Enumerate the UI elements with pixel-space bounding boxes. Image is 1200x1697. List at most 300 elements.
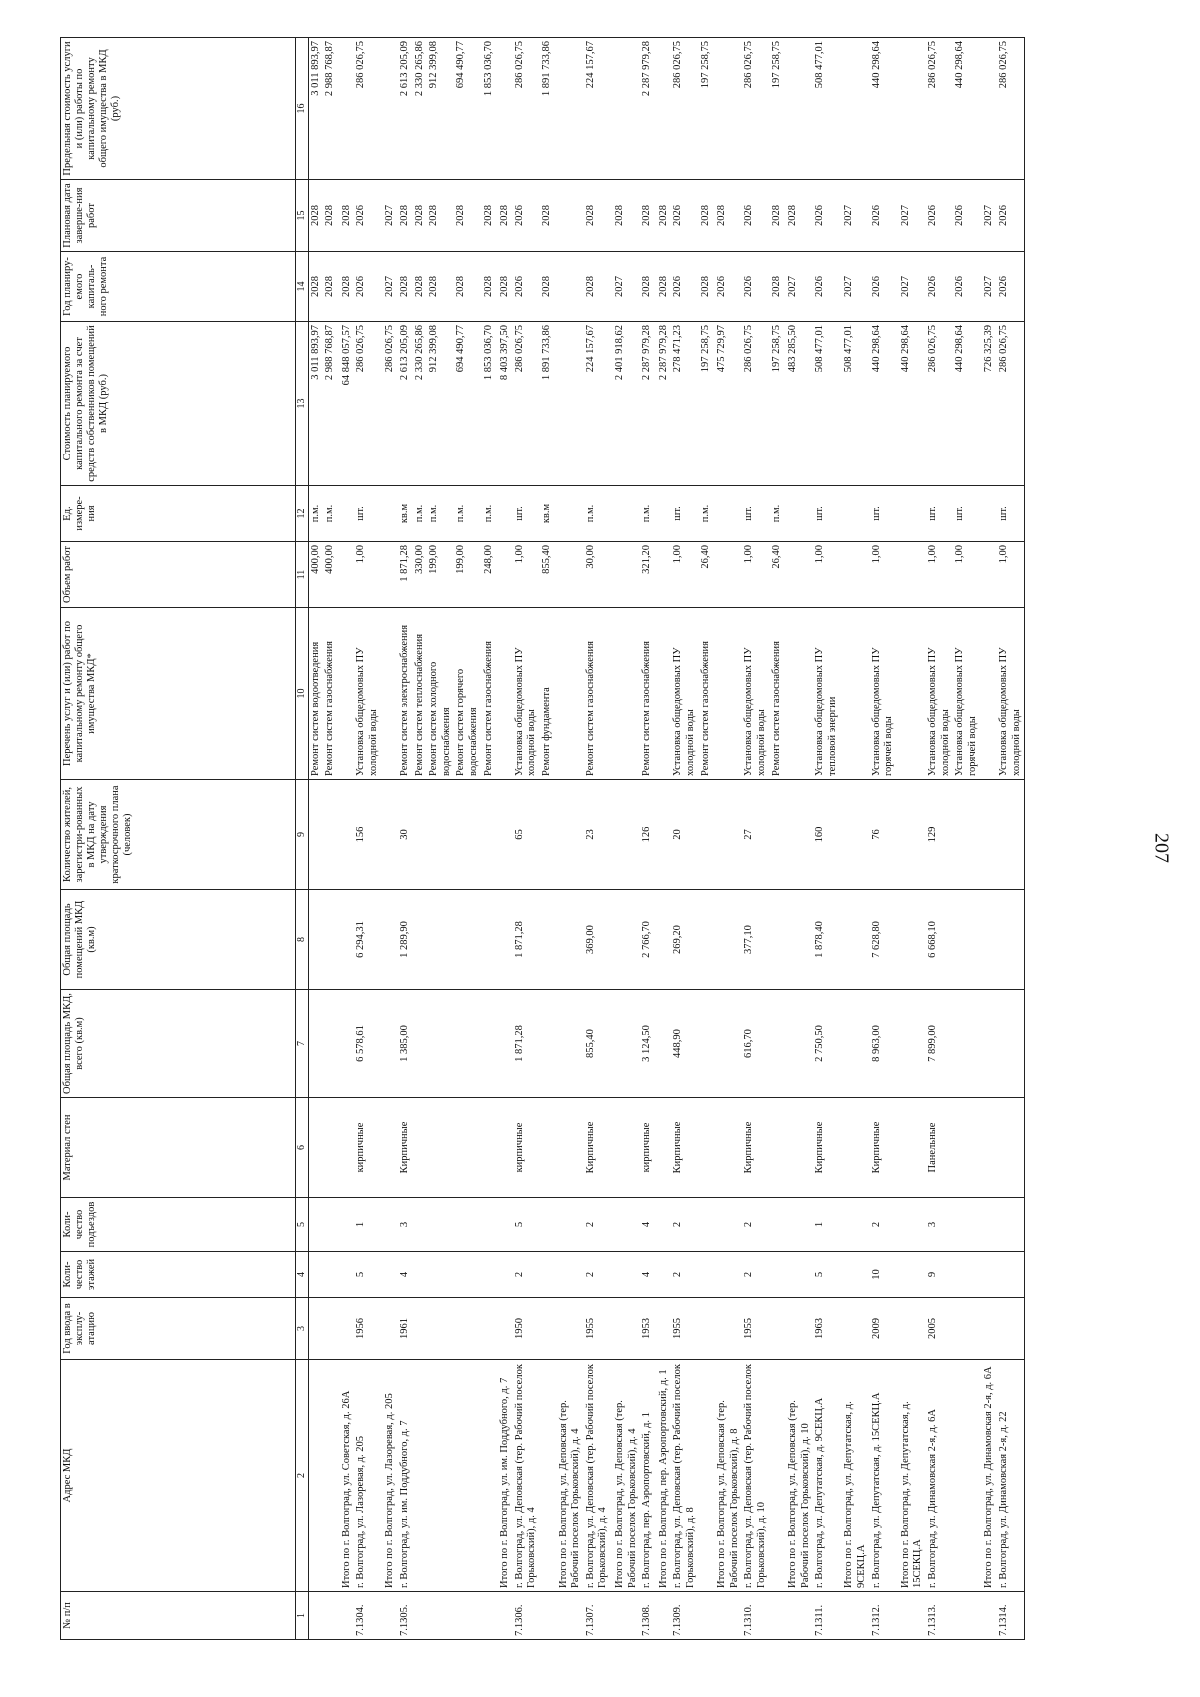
unit-cell [496,486,513,542]
plan-year-cell: 2027 [611,252,640,322]
row-number: 7.1305. [398,1592,413,1640]
end-date-cell: 2026 [742,180,769,252]
entrances-cell: 2 [584,1198,611,1252]
entrances-cell: 5 [513,1198,540,1252]
plan-year-cell: 2026 [713,252,742,322]
address-cell: Итого по г. Волгоград, ул. Деповская (тер. Рабочий поселок Горьковский), д. 8 [713,1360,742,1592]
end-date-cell: 2028 [454,180,481,252]
address-cell: г. Волгоград, ул. Динамовская 2-я, д. 6А [926,1360,953,1592]
cost-cell: 508 477,01 [840,322,869,486]
unit-cell [840,486,869,542]
cost-cell: 475 729,97 [713,322,742,486]
plan-year-cell: 2026 [513,252,540,322]
end-date-cell: 2028 [770,180,785,252]
unit-cell [897,486,926,542]
entrances-cell [308,1198,323,1252]
floors-cell [840,1252,869,1298]
volume-cell: 26,40 [770,542,785,608]
year-cell [655,1298,672,1360]
walls-cell [770,1098,785,1198]
volume-cell: 321,20 [640,542,655,608]
unit-cell: шт. [354,486,381,542]
table-row [840,38,869,1640]
end-date-cell: 2028 [640,180,655,252]
floors-cell: 10 [870,1252,897,1298]
row-number [784,1592,813,1640]
residents-cell [713,780,742,890]
end-date-cell: 2026 [671,180,698,252]
residents-cell [611,780,640,890]
entrances-cell [655,1198,672,1252]
unit-cell: п.м. [640,486,655,542]
area-rooms-cell: 2 766,70 [640,890,655,990]
row-number [381,1592,398,1640]
area-total-cell [980,990,997,1098]
address-cell: Итого по г. Волгоград, ул. Деповская (тер. Рабочий поселок Горьковский), д. 4 [555,1360,584,1592]
limit-cell: 2 287 979,28 [640,38,655,180]
walls-cell [997,1098,1025,1198]
area-total-cell: 1 871,28 [513,990,540,1098]
cost-cell: 1 853 036,70 [482,322,497,486]
entrances-cell: 1 [354,1198,381,1252]
end-date-cell: 2028 [784,180,813,252]
end-date-cell: 2028 [482,180,497,252]
cost-cell: 3 011 893,97 [308,322,323,486]
table-row [870,38,897,1640]
walls-cell [784,1098,813,1198]
column-number-row [296,38,309,1640]
volume-cell [840,542,869,608]
entrances-cell: 1 [813,1198,840,1252]
row-number [338,1592,355,1640]
limit-cell [496,38,513,180]
area-rooms-cell [713,890,742,990]
area-total-cell: 6 578,61 [354,990,381,1098]
entrances-cell [413,1198,428,1252]
unit-cell: п.м. [323,486,338,542]
cost-cell: 286 026,75 [513,322,540,486]
walls-cell [323,1098,338,1198]
cost-cell [555,322,584,486]
table-row [699,38,714,1640]
end-date-cell: 2028 [699,180,714,252]
column-header: Адрес МКД [61,1360,296,1592]
walls-cell [980,1098,997,1198]
work-cell [555,608,584,780]
table-row [381,38,398,1640]
area-rooms-cell [482,890,497,990]
floors-cell [555,1252,584,1298]
address-cell [770,1360,785,1592]
volume-cell: 400,00 [323,542,338,608]
volume-cell [611,542,640,608]
column-header: Количество жителей, зарегистри-рованных в МКД на дату утверждения краткосрочного плана (человек) [61,780,296,890]
unit-cell: п.м. [584,486,611,542]
year-cell [897,1298,926,1360]
limit-cell [980,38,997,180]
residents-cell [953,780,980,890]
column-number: 11 [296,542,309,608]
table-row [953,38,980,1640]
entrances-cell [897,1198,926,1252]
plan-year-cell: 2027 [784,252,813,322]
row-number: 7.1314. [997,1592,1025,1640]
area-rooms-cell: 6 294,31 [354,890,381,990]
area-rooms-cell: 377,10 [742,890,769,990]
residents-cell [897,780,926,890]
area-rooms-cell [496,890,513,990]
year-cell [323,1298,338,1360]
volume-cell [980,542,997,608]
work-cell: Установка общедомовых ПУ холодной воды [513,608,540,780]
work-cell: Ремонт систем теплоснабжения [413,608,428,780]
residents-cell: 23 [584,780,611,890]
cost-cell: 726 325,39 [980,322,997,486]
end-date-cell: 2026 [926,180,953,252]
volume-cell: 1,00 [671,542,698,608]
cost-cell: 197 258,75 [699,322,714,486]
limit-cell: 3 011 893,97 [308,38,323,180]
column-header: Предельная стоимость услуги и (или) работы по капитальному ремонту общего имущества в МКД (руб.) [61,38,296,180]
cost-cell: 440 298,64 [897,322,926,486]
end-date-cell: 2028 [427,180,454,252]
work-cell: Ремонт систем газоснабжения [640,608,655,780]
walls-cell: Кирпичные [398,1098,413,1198]
plan-year-cell: 2028 [308,252,323,322]
residents-cell: 20 [671,780,698,890]
plan-year-cell: 2028 [482,252,497,322]
unit-cell: шт. [953,486,980,542]
plan-year-cell: 2028 [640,252,655,322]
column-header: Стоимость планируемого капитального ремонта за счет средств собственников помещений в МКД (руб.) [61,322,296,486]
table-row [611,38,640,1640]
entrances-cell [323,1198,338,1252]
unit-cell: шт. [671,486,698,542]
end-date-cell: 2027 [381,180,398,252]
residents-cell: 156 [354,780,381,890]
address-cell: г. Волгоград, пер. Аэропортовский, д. 1 [640,1360,655,1592]
entrances-cell [338,1198,355,1252]
floors-cell: 4 [640,1252,655,1298]
walls-cell: кирпичные [354,1098,381,1198]
residents-cell: 30 [398,780,413,890]
work-cell: Установка общедомовых ПУ горячей воды [870,608,897,780]
table-row [671,38,698,1640]
year-cell [482,1298,497,1360]
end-date-cell: 2028 [713,180,742,252]
limit-cell: 286 026,75 [513,38,540,180]
row-number: 7.1307. [584,1592,611,1640]
limit-cell: 197 258,75 [770,38,785,180]
cost-cell: 278 471,23 [671,322,698,486]
plan-year-cell: 2028 [323,252,338,322]
unit-cell: п.м. [454,486,481,542]
year-cell [413,1298,428,1360]
work-cell [338,608,355,780]
row-number [699,1592,714,1640]
walls-cell [655,1098,672,1198]
work-cell [897,608,926,780]
column-header: Перечень услуг и (или) работ по капитальному ремонту общего имущества МКД* [61,608,296,780]
address-cell: Итого по г. Волгоград, ул. Динамовская 2-я, д. 6А [980,1360,997,1592]
year-cell [784,1298,813,1360]
unit-cell [338,486,355,542]
unit-cell: п.м. [699,486,714,542]
limit-cell: 2 988 768,87 [323,38,338,180]
row-number [953,1592,980,1640]
residents-cell [540,780,555,890]
address-cell: г. Волгоград, ул. Деповская (тер. Рабочий поселок Горьковский), д. 10 [742,1360,769,1592]
area-rooms-cell: 7 628,80 [870,890,897,990]
cost-cell: 483 285,50 [784,322,813,486]
floors-cell [980,1252,997,1298]
column-header: Материал стен [61,1098,296,1198]
volume-cell: 400,00 [308,542,323,608]
residents-cell [770,780,785,890]
end-date-cell: 2026 [953,180,980,252]
plan-year-cell: 2028 [413,252,428,322]
volume-cell: 1,00 [953,542,980,608]
table-row [897,38,926,1640]
cost-cell: 8 403 397,50 [496,322,513,486]
limit-cell: 224 157,67 [584,38,611,180]
column-header: Ед. измере-ния [61,486,296,542]
column-number: 9 [296,780,309,890]
work-cell [713,608,742,780]
year-cell [980,1298,997,1360]
floors-cell [770,1252,785,1298]
volume-cell [496,542,513,608]
plan-year-cell: 2027 [840,252,869,322]
rotated-page [60,40,1180,1640]
year-cell [770,1298,785,1360]
table-row [454,38,481,1640]
residents-cell [655,780,672,890]
table-row [338,38,355,1640]
column-header: Общая площадь помещений МКД (кв.м) [61,890,296,990]
table-row [496,38,513,1640]
volume-cell: 1,00 [997,542,1025,608]
floors-cell [427,1252,454,1298]
area-total-cell [713,990,742,1098]
work-cell: Ремонт систем горячего водоснабжения [454,608,481,780]
area-rooms-cell [784,890,813,990]
capital-repair-plan-table [60,37,1025,1640]
plan-year-cell: 2028 [338,252,355,322]
address-cell: г. Волгоград, ул. Депутатская, д. 15СЕКЦ.А [870,1360,897,1592]
year-cell [338,1298,355,1360]
address-cell [540,1360,555,1592]
address-cell: Итого по г. Волгоград, пер. Аэропортовский, д. 1 [655,1360,672,1592]
volume-cell: 1,00 [742,542,769,608]
table-row [513,38,540,1640]
end-date-cell: 2028 [323,180,338,252]
area-total-cell: 3 124,50 [640,990,655,1098]
floors-cell [997,1252,1025,1298]
row-number: 7.1313. [926,1592,953,1640]
cost-cell: 2 613 205,09 [398,322,413,486]
cost-cell: 64 848 057,57 [338,322,355,486]
residents-cell [997,780,1025,890]
walls-cell: Кирпичные [742,1098,769,1198]
plan-year-cell: 2028 [770,252,785,322]
area-total-cell [427,990,454,1098]
floors-cell: 5 [813,1252,840,1298]
walls-cell [482,1098,497,1198]
row-number [482,1592,497,1640]
unit-cell: п.м. [482,486,497,542]
area-rooms-cell [413,890,428,990]
end-date-cell: 2028 [611,180,640,252]
table-row [427,38,454,1640]
unit-cell: шт. [997,486,1025,542]
cost-cell: 2 330 265,86 [413,322,428,486]
address-cell: г. Волгоград, ул. Деповская (тер. Рабочий поселок Горьковский), д. 4 [513,1360,540,1592]
work-cell: Ремонт систем газоснабжения [699,608,714,780]
area-rooms-cell [770,890,785,990]
entrances-cell [454,1198,481,1252]
unit-cell: кв.м [398,486,413,542]
entrances-cell [482,1198,497,1252]
entrances-cell [840,1198,869,1252]
year-cell: 2009 [870,1298,897,1360]
plan-year-cell: 2027 [897,252,926,322]
row-number [413,1592,428,1640]
year-cell: 1955 [584,1298,611,1360]
year-cell [555,1298,584,1360]
limit-cell: 1 891 733,86 [540,38,555,180]
residents-cell [427,780,454,890]
address-cell: г. Волгоград, ул. Деповская (тер. Рабочий поселок Горьковский), д. 4 [584,1360,611,1592]
column-header: Год ввода в эксплу-атацию [61,1298,296,1360]
work-cell: Ремонт фундамента [540,608,555,780]
row-number [655,1592,672,1640]
entrances-cell [555,1198,584,1252]
limit-cell [897,38,926,180]
table-row [742,38,769,1640]
plan-year-cell: 2026 [813,252,840,322]
area-total-cell [611,990,640,1098]
unit-cell: п.м. [413,486,428,542]
table-row [584,38,611,1640]
year-cell: 1961 [398,1298,413,1360]
address-cell [323,1360,338,1592]
plan-year-cell: 2028 [427,252,454,322]
address-cell [699,1360,714,1592]
end-date-cell: 2026 [354,180,381,252]
floors-cell [496,1252,513,1298]
unit-cell [980,486,997,542]
area-rooms-cell: 6 668,10 [926,890,953,990]
floors-cell [540,1252,555,1298]
address-cell [953,1360,980,1592]
plan-year-cell: 2028 [584,252,611,322]
walls-cell: Кирпичные [584,1098,611,1198]
cost-cell: 2 287 979,28 [655,322,672,486]
work-cell: Установка общедомовых ПУ холодной воды [926,608,953,780]
area-rooms-cell [338,890,355,990]
entrances-cell: 4 [640,1198,655,1252]
work-cell [655,608,672,780]
address-cell [482,1360,497,1592]
residents-cell [454,780,481,890]
work-cell [840,608,869,780]
end-date-cell: 2028 [398,180,413,252]
year-cell [540,1298,555,1360]
column-header: Коли-чество подъездов [61,1198,296,1252]
table-row [308,38,323,1640]
limit-cell: 440 298,64 [953,38,980,180]
cost-cell: 508 477,01 [813,322,840,486]
area-rooms-cell: 1 871,28 [513,890,540,990]
plan-year-cell: 2026 [671,252,698,322]
limit-cell: 286 026,75 [742,38,769,180]
year-cell: 1955 [671,1298,698,1360]
floors-cell [308,1252,323,1298]
cost-cell: 286 026,75 [997,322,1025,486]
cost-cell: 197 258,75 [770,322,785,486]
volume-cell: 199,00 [427,542,454,608]
work-cell: Ремонт систем водоотведения [308,608,323,780]
area-total-cell [953,990,980,1098]
end-date-cell: 2028 [338,180,355,252]
work-cell [784,608,813,780]
column-number: 2 [296,1360,309,1592]
residents-cell [699,780,714,890]
entrances-cell [997,1198,1025,1252]
entrances-cell [980,1198,997,1252]
year-cell: 1950 [513,1298,540,1360]
row-number: 7.1306. [513,1592,540,1640]
area-rooms-cell [323,890,338,990]
year-cell: 1955 [742,1298,769,1360]
residents-cell [555,780,584,890]
column-number: 10 [296,608,309,780]
row-number [980,1592,997,1640]
area-rooms-cell [840,890,869,990]
area-rooms-cell [997,890,1025,990]
unit-cell [713,486,742,542]
row-number: 7.1309. [671,1592,698,1640]
row-number [770,1592,785,1640]
unit-cell: п.м. [770,486,785,542]
area-rooms-cell [427,890,454,990]
row-number [840,1592,869,1640]
work-cell: Установка общедомовых ПУ холодной воды [354,608,381,780]
table-row [555,38,584,1640]
area-total-cell: 7 899,00 [926,990,953,1098]
entrances-cell [770,1198,785,1252]
column-header: Коли-чество этажей [61,1252,296,1298]
plan-year-cell: 2027 [980,252,997,322]
cost-cell: 286 026,75 [926,322,953,486]
table-row [354,38,381,1640]
unit-cell: п.м. [427,486,454,542]
entrances-cell: 3 [926,1198,953,1252]
volume-cell: 330,00 [413,542,428,608]
address-cell [413,1360,428,1592]
row-number [540,1592,555,1640]
unit-cell [655,486,672,542]
residents-cell [496,780,513,890]
residents-cell [381,780,398,890]
year-cell: 1953 [640,1298,655,1360]
plan-year-cell: 2027 [381,252,398,322]
work-cell: Установка общедомовых ПУ тепловой энергии [813,608,840,780]
limit-cell [655,38,672,180]
area-rooms-cell [555,890,584,990]
row-number: 7.1312. [870,1592,897,1640]
